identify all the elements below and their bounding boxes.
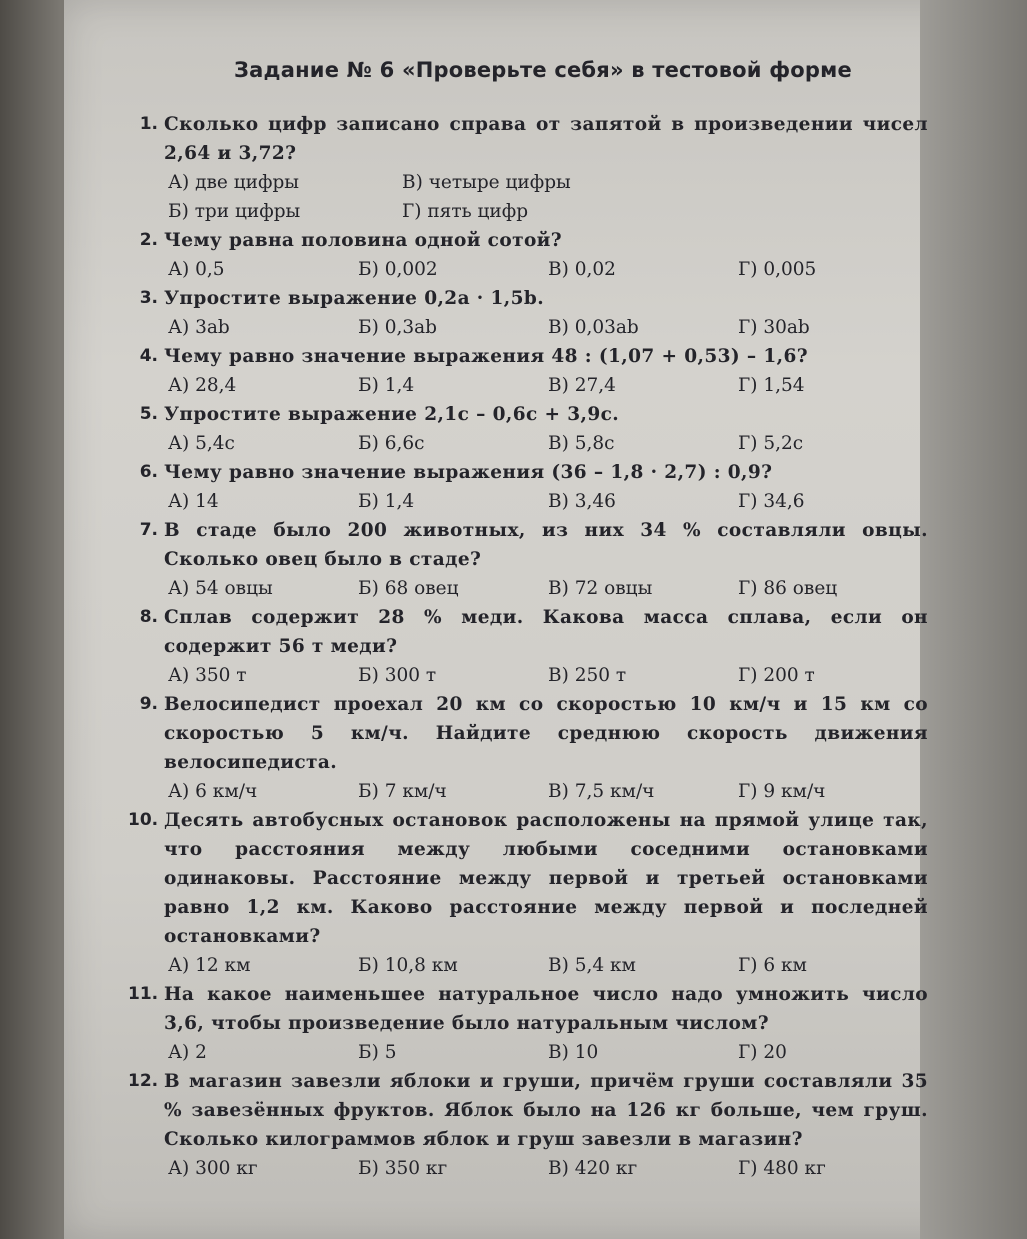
question-5: [128, 400, 928, 458]
question-number: 12.: [128, 1071, 159, 1091]
question-10: [128, 806, 928, 980]
answer-option: Б) 68 овец: [358, 578, 459, 599]
answer-option: А) 0,5: [168, 259, 225, 280]
answer-option: А) 12 км: [168, 955, 251, 976]
question-9: [128, 690, 928, 806]
answer-option: В) 10: [548, 1042, 599, 1063]
answer-options: [164, 487, 928, 516]
question-11: [128, 980, 928, 1067]
question-number: 2.: [139, 230, 158, 250]
answer-option: Б) 1,4: [358, 491, 415, 512]
answer-option: В) 5,4 км: [548, 955, 636, 976]
answer-option: В) 420 кг: [548, 1158, 638, 1179]
question-text: Упростите выражение 0,2a · 1,5b.: [164, 288, 545, 309]
answer-option: Г) 1,54: [738, 375, 805, 396]
answer-options: [164, 951, 928, 980]
answer-option: А) 28,4: [168, 375, 237, 396]
answer-option: Б) 6,6c: [358, 433, 425, 454]
answer-option: Г) 480 кг: [738, 1158, 826, 1179]
answer-option: Г) 86 овец: [738, 578, 838, 599]
answer-option: Г) 9 км/ч: [738, 781, 826, 802]
answer-option: Б) три цифры: [168, 201, 301, 222]
answer-option: Г) 20: [738, 1042, 787, 1063]
page-title: Задание № 6 «Проверьте себя» в тестовой форме: [234, 58, 852, 82]
test-content: [128, 58, 928, 1183]
answer-option: Г) 200 т: [738, 665, 815, 686]
question-6: [128, 458, 928, 516]
answer-option: А) 5,4c: [168, 433, 235, 454]
question-text: Десять автобусных остановок расположены на прямой улице так, что расстояния между любыми соседними остановками одинаковы. Расстояние между первой и третьей остановками равно 1,2 км. Каково расстояние между первой и последней остановками?: [164, 810, 928, 947]
answer-option: Б) 5: [358, 1042, 397, 1063]
question-number: 8.: [139, 607, 158, 627]
answer-option: В) 72 овцы: [548, 578, 653, 599]
answer-options: [164, 574, 928, 603]
answer-option: Б) 10,8 км: [358, 955, 458, 976]
next-page-edge: [920, 0, 1027, 1239]
question-text: В магазин завезли яблоки и груши, причём груши составляли 35 % завезённых фруктов. Яблок было на 126 кг больше, чем груш. Сколько килограммов яблок и груш завезли в магазин?: [164, 1071, 928, 1150]
answer-option: Б) 350 кг: [358, 1158, 448, 1179]
answer-options: [164, 1154, 928, 1183]
answer-option: А) 6 км/ч: [168, 781, 258, 802]
answer-option: В) 27,4: [548, 375, 616, 396]
question-8: [128, 603, 928, 690]
question-list: [128, 110, 928, 1183]
answer-option: Г) 0,005: [738, 259, 817, 280]
answer-option: В) 0,03ab: [548, 317, 639, 338]
answer-options: [164, 313, 928, 342]
answer-option: Г) 5,2c: [738, 433, 804, 454]
answer-option: Г) 34,6: [738, 491, 805, 512]
question-4: [128, 342, 928, 400]
question-number: 7.: [139, 520, 158, 540]
answer-option: В) 250 т: [548, 665, 627, 686]
question-number: 6.: [139, 462, 158, 482]
answer-option: А) 300 кг: [168, 1158, 258, 1179]
question-text: Сколько цифр записано справа от запятой в произведении чисел 2,64 и 3,72?: [164, 114, 928, 164]
question-1: [128, 110, 928, 226]
answer-option: А) две цифры: [168, 172, 300, 193]
question-number: 1.: [139, 114, 158, 134]
answer-option: А) 14: [168, 491, 219, 512]
answer-option: В) 3,46: [548, 491, 616, 512]
answer-options: [164, 1038, 928, 1067]
answer-options: [164, 168, 928, 226]
question-number: 4.: [139, 346, 158, 366]
answer-option: Б) 0,3ab: [358, 317, 437, 338]
question-2: [128, 226, 928, 284]
answer-option: В) 7,5 км/ч: [548, 781, 655, 802]
question-number: 5.: [139, 404, 158, 424]
answer-option: А) 2: [168, 1042, 207, 1063]
answer-option: Г) 30ab: [738, 317, 810, 338]
answer-option: Б) 0,002: [358, 259, 438, 280]
answer-option: Г) пять цифр: [402, 201, 529, 222]
answer-options: [164, 255, 928, 284]
answer-options: [164, 661, 928, 690]
answer-options: [164, 429, 928, 458]
question-number: 11.: [128, 984, 159, 1004]
question-number: 3.: [139, 288, 158, 308]
answer-option: В) 0,02: [548, 259, 616, 280]
question-text: Чему равно значение выражения (36 – 1,8 · 2,7) : 0,9?: [164, 462, 773, 483]
answer-option: Г) 6 км: [738, 955, 807, 976]
answer-option: А) 350 т: [168, 665, 247, 686]
question-text: Велосипедист проехал 20 км со скоростью 10 км/ч и 15 км со скоростью 5 км/ч. Найдите среднюю скорость движения велосипедиста.: [164, 694, 928, 773]
answer-options: [164, 371, 928, 400]
question-3: [128, 284, 928, 342]
question-text: Чему равна половина одной сотой?: [164, 230, 563, 251]
answer-option: А) 54 овцы: [168, 578, 273, 599]
answer-options: [164, 777, 928, 806]
question-text: Упростите выражение 2,1c – 0,6c + 3,9c.: [164, 404, 620, 425]
question-number: 9.: [139, 694, 158, 714]
question-text: Чему равно значение выражения 48 : (1,07 + 0,53) – 1,6?: [164, 346, 808, 367]
answer-option: В) четыре цифры: [402, 172, 571, 193]
question-7: [128, 516, 928, 603]
question-text: В стаде было 200 животных, из них 34 % составляли овцы. Сколько овец было в стаде?: [164, 520, 928, 570]
question-text: Сплав содержит 28 % меди. Какова масса сплава, если он содержит 56 т меди?: [164, 607, 928, 657]
question-12: [128, 1067, 928, 1183]
answer-option: Б) 300 т: [358, 665, 437, 686]
answer-option: Б) 7 км/ч: [358, 781, 447, 802]
answer-option: Б) 1,4: [358, 375, 415, 396]
question-text: На какое наименьшее натуральное число надо умножить число 3,6, чтобы произведение было натуральным числом?: [164, 984, 928, 1034]
question-number: 10.: [128, 810, 159, 830]
answer-option: А) 3ab: [168, 317, 230, 338]
answer-option: В) 5,8c: [548, 433, 615, 454]
